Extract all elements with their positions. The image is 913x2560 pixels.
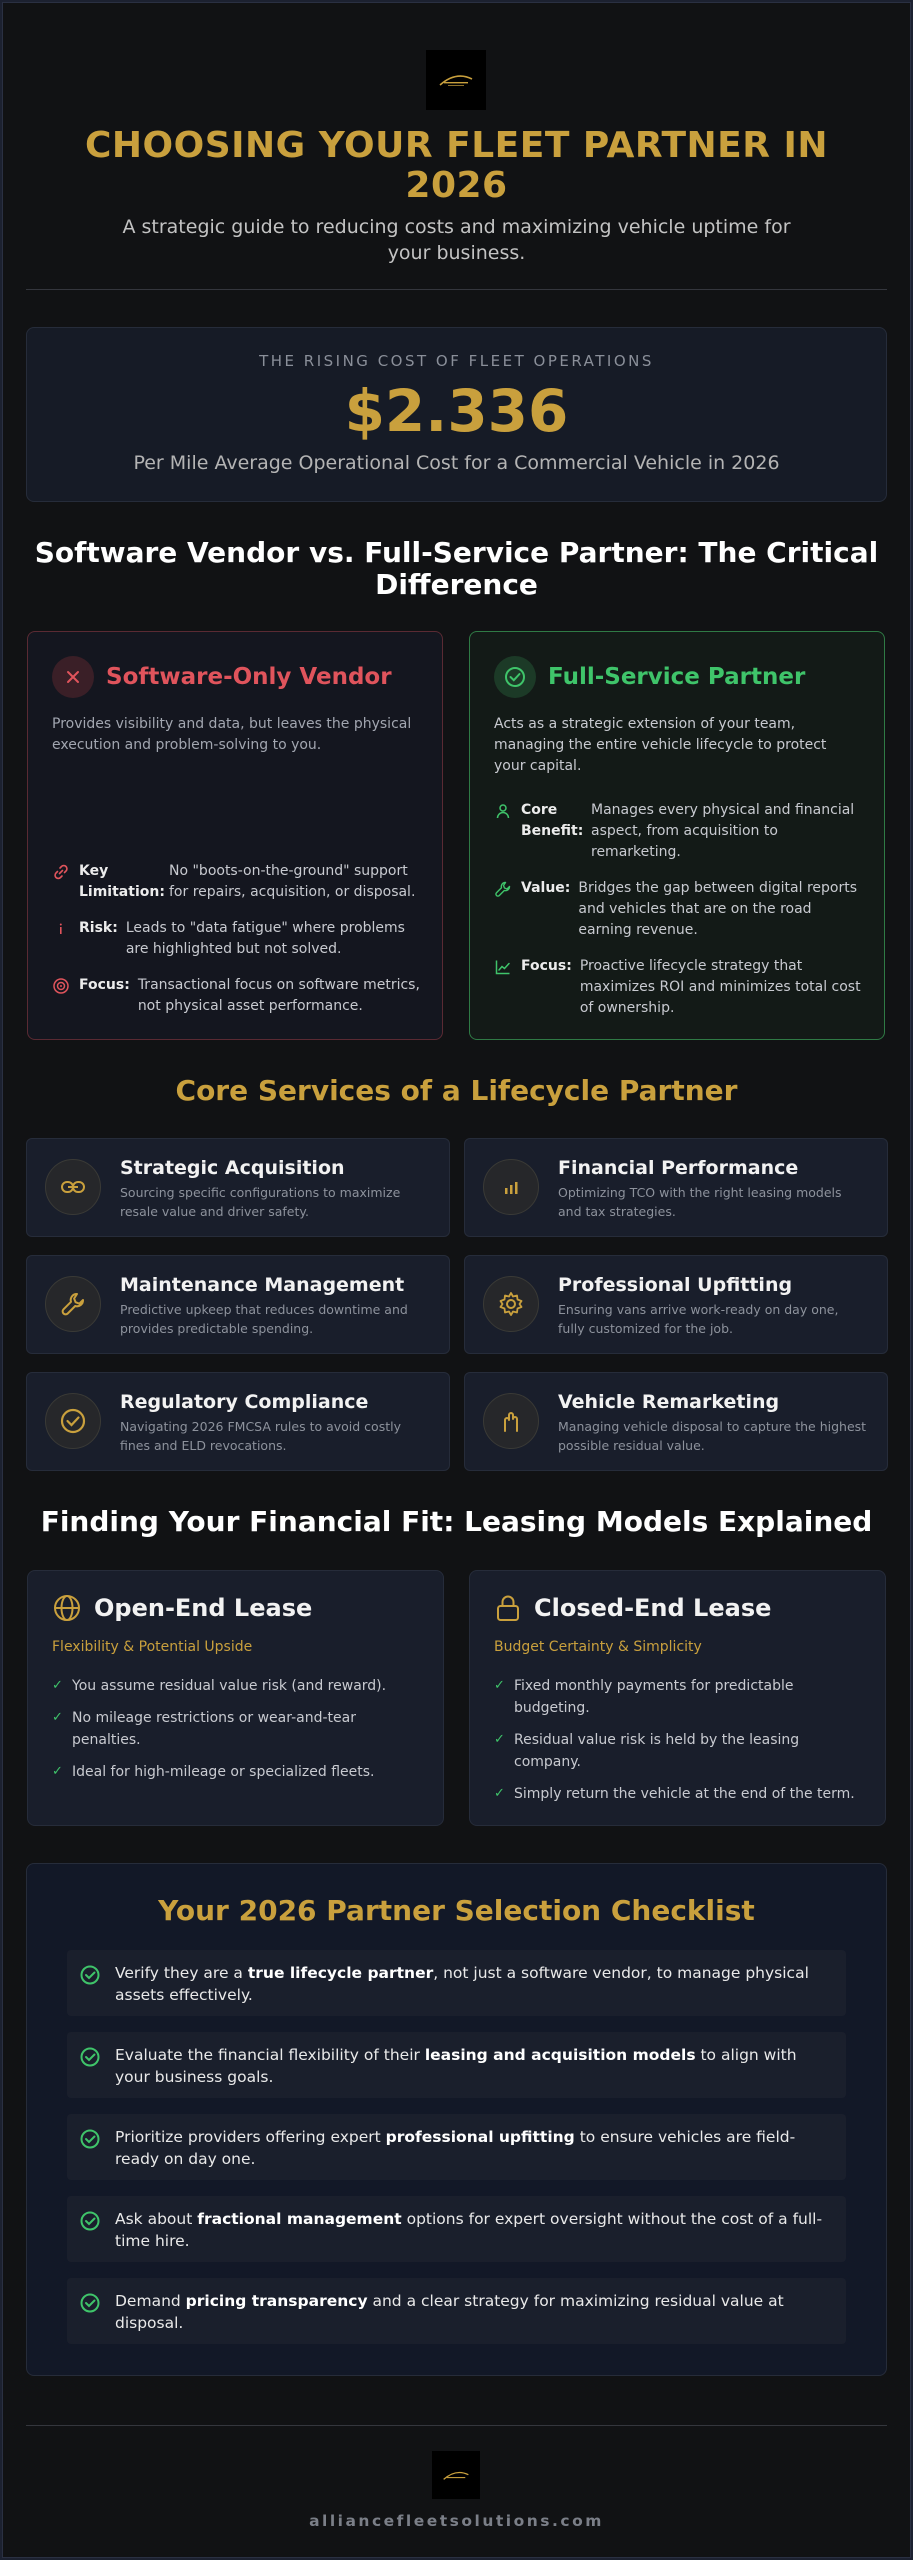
service-card-compliance [26, 1372, 450, 1471]
service-title: Strategic Acquisition [120, 1157, 345, 1179]
software-vendor-title: Software-Only Vendor [106, 664, 392, 690]
checklist-title: Your 2026 Partner Selection Checklist [158, 1894, 755, 1927]
software-vendor-description: Provides visibility and data, but leaves the physical execution and problem-solving to you. [52, 716, 412, 753]
open-end-lease-title: Open-End Lease [94, 1594, 313, 1622]
wrench-icon [494, 880, 512, 898]
service-card-financial-performance [464, 1138, 888, 1237]
full-item-value: Value: Bridges the gap between digital reports and vehicles that are on the road earning revenue. [494, 878, 864, 941]
target-icon [52, 977, 70, 995]
closed-end-lease-subtitle: Budget Certainty & Simplicity [494, 1639, 702, 1655]
open-end-lease-subtitle: Flexibility & Potential Upside [52, 1639, 253, 1655]
full-item-core-benefit: Core Benefit: Manages every physical and financial aspect, from acquisition to remarketing. [494, 800, 864, 863]
check-icon: ✓ [494, 1786, 505, 1801]
checklist-card [26, 1863, 887, 2376]
divider [26, 289, 887, 290]
software-item-risk: Risk: Leads to "data fatigue" where problems are highlighted but not solved. [52, 918, 422, 960]
compare-section-title: Software Vendor vs. Full-Service Partner: The Critical Difference [34, 536, 879, 601]
checklist-item: Verify they are a true lifecycle partner, not just a software vendor, to manage physical assets effectively. [67, 1950, 846, 2016]
check-icon: ✓ [52, 1678, 63, 1693]
list-item: ✓ No mileage restrictions or wear-and-tear penalties. [52, 1707, 419, 1751]
list-item: ✓ You assume residual value risk (and reward). [52, 1675, 419, 1697]
service-title: Financial Performance [558, 1157, 799, 1179]
service-description: Optimizing TCO with the right leasing models and tax strategies. [558, 1185, 842, 1219]
page-title: CHOOSING YOUR FLEET PARTNER IN 2026 [84, 125, 829, 206]
cost-eyebrow: THE RISING COST OF FLEET OPERATIONS [259, 352, 654, 370]
link-icon [52, 863, 70, 881]
closed-end-lease-title: Closed-End Lease [534, 1594, 772, 1622]
gear-icon [483, 1276, 539, 1332]
check-circle-icon [79, 2128, 101, 2150]
footer-url[interactable]: alliancefleetsolutions.com [309, 2512, 604, 2530]
full-service-title: Full-Service Partner [548, 664, 806, 690]
full-service-card [469, 631, 885, 1040]
info-icon [52, 920, 70, 938]
check-icon: ✓ [52, 1764, 63, 1779]
user-icon [494, 802, 512, 820]
service-title: Regulatory Compliance [120, 1391, 369, 1413]
checklist-item: Evaluate the financial flexibility of their leasing and acquisition models to align with your business goals. [67, 2032, 846, 2098]
bar-chart-icon [483, 1159, 539, 1215]
footer-logo [432, 2451, 480, 2499]
check-circle-icon [79, 2046, 101, 2068]
service-title: Maintenance Management [120, 1274, 405, 1296]
check-circle-icon [79, 2210, 101, 2232]
list-item: ✓ Simply return the vehicle at the end of the term. [494, 1783, 861, 1805]
check-icon: ✓ [494, 1678, 505, 1693]
service-description: Predictive upkeep that reduces downtime and provides predictable spending. [120, 1302, 408, 1336]
page-subtitle: A strategic guide to reducing costs and maximizing vehicle uptime for your business. [122, 216, 791, 264]
service-description: Ensuring vans arrive work-ready on day one, fully customized for the job. [558, 1302, 839, 1336]
service-card-upfitting [464, 1255, 888, 1354]
chart-icon [494, 958, 512, 976]
check-icon: ✓ [494, 1732, 505, 1747]
cost-card [26, 327, 887, 502]
check-circle-icon [79, 2292, 101, 2314]
cost-value: $2.336 [344, 377, 569, 445]
services-section-title: Core Services of a Lifecycle Partner [175, 1074, 738, 1107]
link-icon [45, 1159, 101, 1215]
logo-mark-icon [434, 69, 478, 91]
check-circle-icon [45, 1393, 101, 1449]
divider [26, 2425, 887, 2426]
checklist-item: Ask about fractional management options for expert oversight without the cost of a full-time hire. [67, 2196, 846, 2262]
service-title: Vehicle Remarketing [558, 1391, 780, 1413]
globe-icon [52, 1593, 82, 1623]
software-vendor-card [27, 631, 443, 1040]
service-description: Managing vehicle disposal to capture the highest possible residual value. [558, 1419, 867, 1453]
logo-mark-icon [439, 2467, 473, 2484]
lock-icon [494, 1593, 522, 1623]
checklist-item: Prioritize providers offering expert professional upfitting to ensure vehicles are field-ready on day one. [67, 2114, 846, 2180]
service-card-maintenance [26, 1255, 450, 1354]
software-item-limitation: Key Limitation: No "boots-on-the-ground" support for repairs, acquisition, or disposal. [52, 861, 422, 903]
leasing-section-title: Finding Your Financial Fit: Leasing Models Explained [40, 1505, 873, 1538]
list-item: ✓ Fixed monthly payments for predictable budgeting. [494, 1675, 861, 1719]
list-item: ✓ Residual value risk is held by the leasing company. [494, 1729, 861, 1773]
service-card-remarketing [464, 1372, 888, 1471]
x-icon [52, 656, 94, 698]
service-description: Sourcing specific configurations to maximize resale value and driver safety. [120, 1185, 401, 1219]
closed-end-lease-card [469, 1570, 886, 1826]
checklist-item: Demand pricing transparency and a clear strategy for maximizing residual value at disposal. [67, 2278, 846, 2344]
check-circle-icon [79, 1964, 101, 1986]
cost-caption: Per Mile Average Operational Cost for a Commercial Vehicle in 2026 [133, 452, 780, 474]
open-end-lease-card [27, 1570, 444, 1826]
full-item-focus: Focus: Proactive lifecycle strategy that maximizes ROI and minimizes total cost of ownership. [494, 956, 864, 1019]
service-card-strategic-acquisition [26, 1138, 450, 1237]
software-item-focus: Focus: Transactional focus on software metrics, not physical asset performance. [52, 975, 422, 1017]
brand-logo [426, 50, 486, 110]
check-circle-icon [494, 656, 536, 698]
full-service-description: Acts as a strategic extension of your team, managing the entire vehicle lifecycle to protect your capital. [494, 716, 827, 774]
check-icon: ✓ [52, 1710, 63, 1725]
hand-icon [483, 1393, 539, 1449]
service-title: Professional Upfitting [558, 1274, 793, 1296]
wrench-icon [45, 1276, 101, 1332]
list-item: ✓ Ideal for high-mileage or specialized fleets. [52, 1761, 419, 1783]
service-description: Navigating 2026 FMCSA rules to avoid costly fines and ELD revocations. [120, 1419, 401, 1453]
